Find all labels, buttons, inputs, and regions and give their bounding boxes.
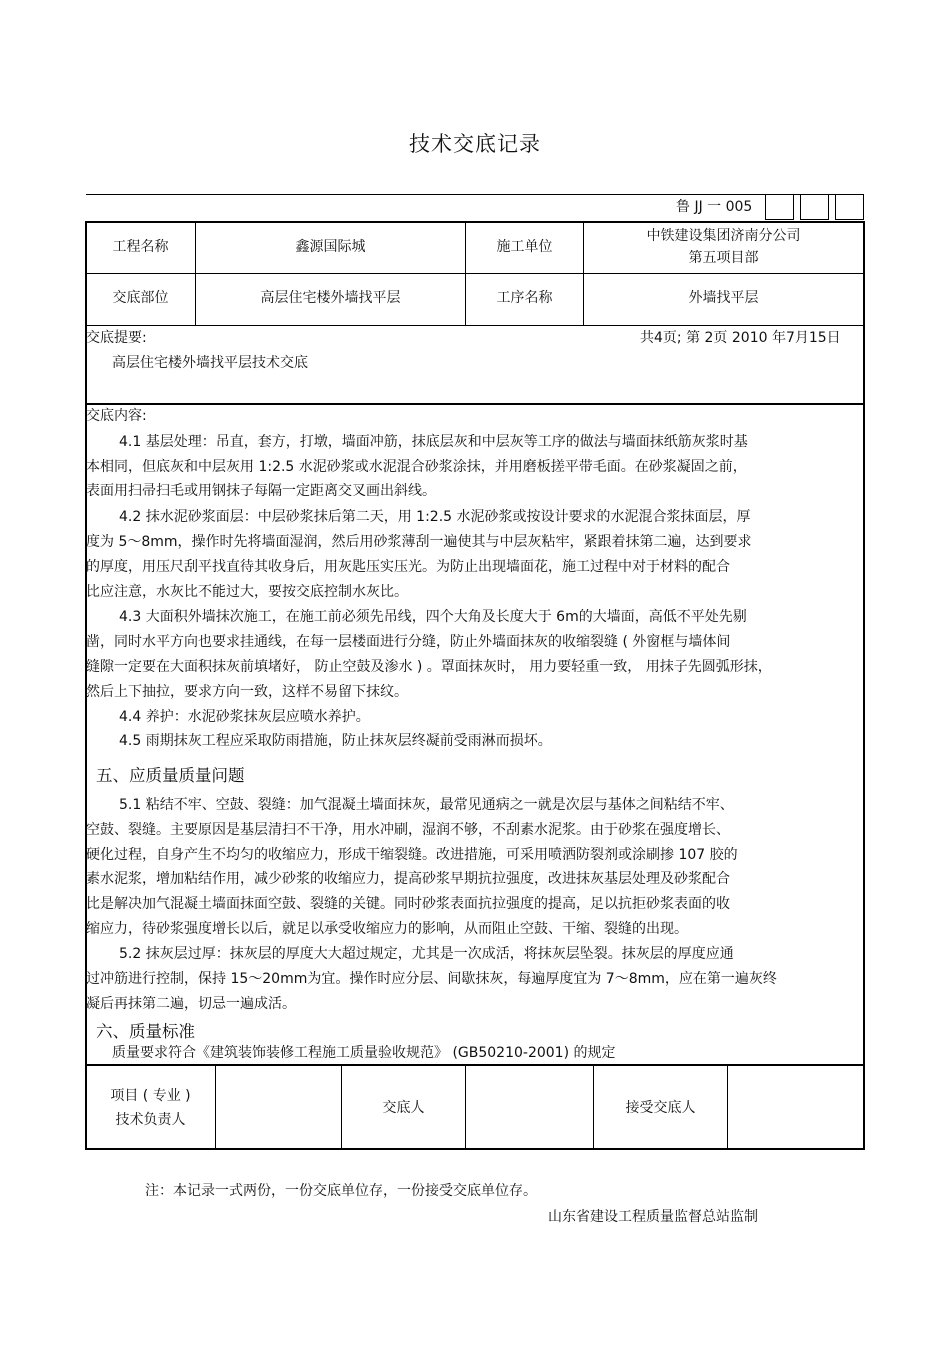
construction-unit-value-2: 第五项目部 — [688, 250, 759, 266]
content-label: 交底内容: — [86, 408, 147, 424]
content-line: 缝隙一定要在大面积抹灰前填堵好， 防止空鼓及渗水 ) 。罩面抹灰时， 用力要轻重一致， 用抹子先圆弧形抹， — [86, 659, 772, 675]
form-code: 鲁 JJ 一 005 — [676, 199, 753, 215]
footer-issuer: 山东省建设工程质量监督总站监制 — [548, 1209, 758, 1225]
content-line: 凝后再抹第二遍，切忌一遍成活。 — [86, 996, 296, 1012]
location-label: 交底部位 — [112, 290, 169, 306]
section-heading-6: 六、质量标准 — [96, 1022, 195, 1041]
sig-col-divider-3 — [465, 1064, 466, 1149]
discloser-label: 交底人 — [382, 1100, 425, 1116]
content-line: 4.5 雨期抹灰工程应采取防雨措施，防止抹灰层终凝前受雨淋而损坏。 — [119, 733, 552, 749]
signature-row-top — [85, 1064, 865, 1066]
sig-col-divider-5 — [727, 1064, 728, 1149]
row-divider-3 — [85, 403, 865, 405]
content-line: 4.1 基层处理：吊直，套方，打墩，墙面冲筋，抹底层灰和中层灰等工序的做法与墙面抹纸筋灰浆时基 — [119, 434, 748, 450]
code-box-1 — [765, 194, 794, 220]
project-name-label: 工程名称 — [112, 239, 169, 255]
content-line: 4.3 大面积外墙抹次施工，在施工前必须先吊线，四个大角及长度大于 6m的大墙面，高低不平处先剔 — [119, 609, 747, 625]
table-right-border — [863, 221, 865, 1150]
row-divider-1 — [85, 273, 865, 274]
content-line: 本相同，但底灰和中层灰用 1:2.5 水泥砂浆或水泥混合砂浆涂抹，并用磨板搓平带毛面。在砂浆凝固之前， — [86, 459, 747, 475]
content-line: 硬化过程，自身产生不均匀的收缩应力，形成干缩裂缝。改进措施，可采用喷洒防裂剂或涂刷掺 107 胶的 — [86, 847, 738, 863]
sig-col-divider-1 — [215, 1064, 216, 1149]
content-line: 凿，同时水平方向也要求挂通线，在每一层楼面进行分缝，防止外墙面抹灰的收缩裂缝 ( 外窗框与墙体间 — [86, 634, 731, 650]
construction-unit-value-1: 中铁建设集团济南分公司 — [646, 228, 801, 244]
table-top-border — [85, 221, 865, 223]
construction-unit-label: 施工单位 — [496, 239, 553, 255]
code-box-3 — [835, 194, 864, 220]
page-title: 技术交底记录 — [409, 132, 541, 156]
content-line: 比是解决加气混凝土墙面抹面空鼓、裂缝的关键。同时砂浆表面抗拉强度的提高，足以抗拒砂浆表面的收 — [86, 896, 730, 912]
row-divider-2 — [85, 325, 865, 326]
project-name-value: 鑫源国际城 — [295, 239, 366, 255]
location-value: 高层住宅楼外墙找平层 — [260, 290, 401, 306]
code-row-top-border — [86, 194, 864, 195]
section-heading-5: 五、应质量质量问题 — [96, 766, 245, 785]
process-label: 工序名称 — [496, 290, 553, 306]
content-line: 空鼓、裂缝。主要原因是基层清扫不干净，用水冲刷，湿润不够，不刮素水泥浆。由于砂浆在强度增长、 — [86, 822, 730, 838]
tech-lead-label-1: 项目 ( 专业 ) — [110, 1088, 191, 1104]
footer-note: 注：本记录一式两份，一份交底单位存，一份接受交底单位存。 — [145, 1183, 537, 1199]
table-bottom-border — [85, 1148, 865, 1150]
summary-pages-date: 共4页; 第 2页 2010 年7月15日 — [640, 330, 841, 346]
content-line: 过冲筋进行控制，保持 15～20mm为宜。操作时应分层、间歇抹灰，每遍厚度宜为 7～8mm，应在第一遍灰终 — [86, 971, 777, 987]
quality-standard-line: 质量要求符合《建筑装饰装修工程施工质量验收规范》 (GB50210-2001) 的规定 — [112, 1045, 616, 1061]
receiver-label: 接受交底人 — [625, 1100, 696, 1116]
content-line: 度为 5～8mm，操作时先将墙面湿润，然后用砂浆薄刮一遍使其与中层灰粘牢，紧跟着抹第二遍，达到要求 — [86, 534, 752, 550]
content-line: 5.2 抹灰层过厚：抹灰层的厚度大大超过规定，尤其是一次成活，将抹灰层坠裂。抹灰层的厚度应通 — [119, 946, 734, 962]
content-line: 比应注意，水灰比不能过大，要按交底控制水灰比。 — [86, 584, 408, 600]
content-line: 4.2 抹水泥砂浆面层：中层砂浆抹后第二天，用 1:2.5 水泥砂浆或按设计要求的水泥混合浆抹面层，厚 — [119, 509, 751, 525]
content-line: 然后上下抽拉，要求方向一致，这样不易留下抹纹。 — [86, 684, 408, 700]
content-line: 的厚度，用压尺刮平找直待其收身后，用灰匙压实压光。为防止出现墙面花，施工过程中对于材料的配合 — [86, 559, 730, 575]
tech-lead-label-2: 技术负责人 — [115, 1112, 186, 1128]
process-value: 外墙找平层 — [688, 290, 759, 306]
code-box-2 — [800, 194, 829, 220]
content-line: 素水泥浆，增加粘结作用，减少砂浆的收缩应力，提高砂浆早期抗拉强度，改进抹灰基层处理及砂浆配合 — [86, 871, 730, 887]
content-line: 5.1 粘结不牢、空鼓、裂缝：加气混凝土墙面抹灰，最常见通病之一就是次层与基体之间粘结不牢、 — [119, 797, 734, 813]
summary-text: 高层住宅楼外墙找平层技术交底 — [112, 355, 308, 371]
content-line: 缩应力，待砂浆强度增长以后，就足以承受收缩应力的影响，从而阻止空鼓、干缩、裂缝的出现。 — [86, 921, 688, 937]
content-line: 表面用扫帚扫毛或用钢抹子每隔一定距离交叉画出斜线。 — [86, 483, 436, 499]
summary-label: 交底提要: — [86, 330, 147, 346]
content-line: 4.4 养护：水泥砂浆抹灰层应喷水养护。 — [119, 709, 370, 725]
